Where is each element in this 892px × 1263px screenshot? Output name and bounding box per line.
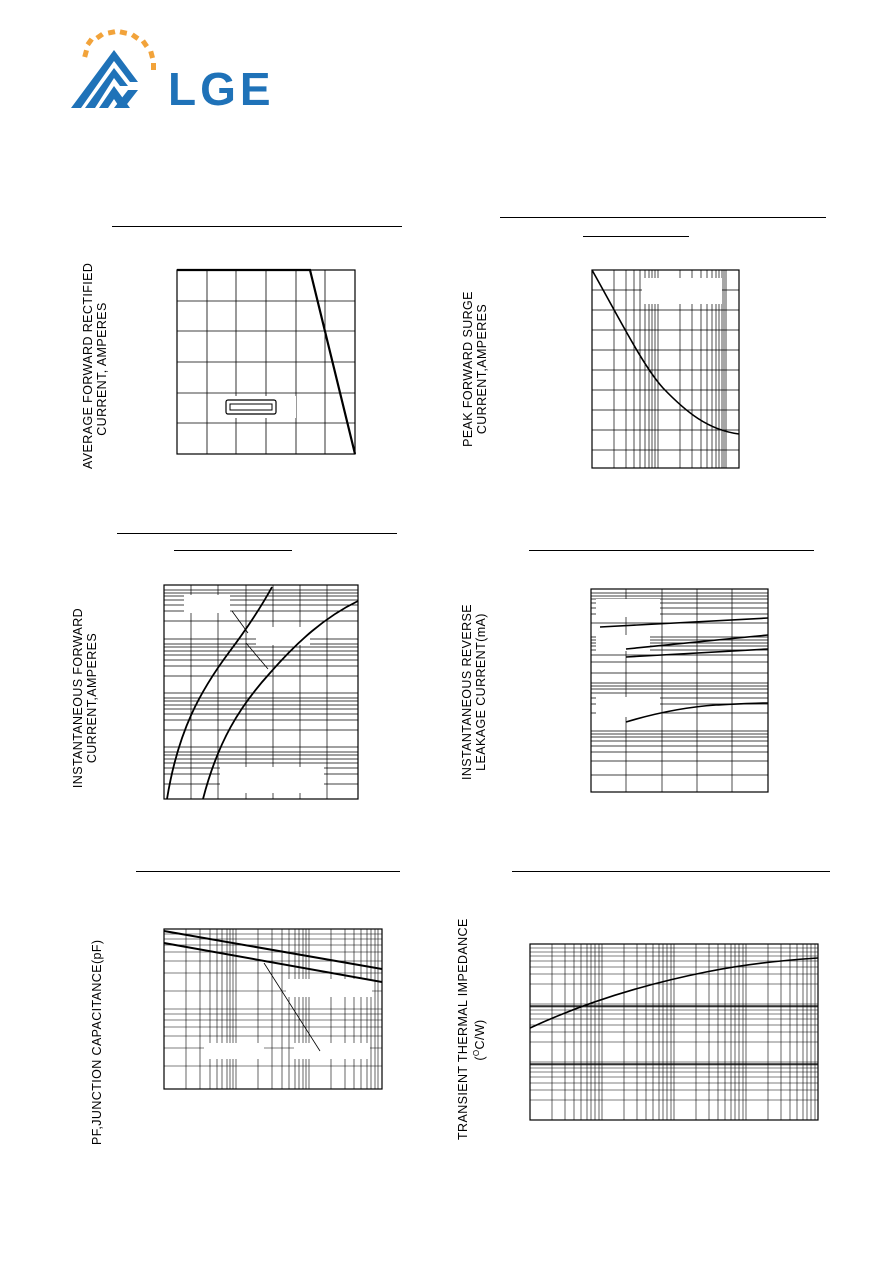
chart2-ylabel: PEAK FORWARD SURGE CURRENT,AMPERES [461, 291, 489, 447]
chart4-title-rule [529, 550, 814, 551]
chart2-subtitle-rule [583, 236, 689, 237]
chart6-plot [526, 940, 822, 1124]
chart6-title-rule [512, 871, 830, 872]
chart1-title-rule [112, 226, 402, 227]
chart3-subtitle-rule [174, 550, 292, 551]
chart5-title-rule [136, 871, 400, 872]
brand-logo-icon [68, 28, 168, 114]
chart3-ylabel: INSTANTANEOUS FORWARD CURRENT,AMPERES [71, 607, 99, 789]
chart1-package-icon [226, 400, 276, 414]
brand-name: LGE [168, 63, 275, 115]
chart1-ylabel: AVERAGE FORWARD RECTIFIED CURRENT, AMPERES [81, 262, 109, 469]
chart3-inset-top [184, 595, 230, 613]
chart2-plot [588, 266, 744, 472]
chart5-ylabel: PF,JUNCTION CAPACITANCE(pF) [90, 939, 104, 1145]
chart4-inset-mid [596, 635, 650, 651]
chart4-plot [586, 585, 772, 797]
chart5-callout [264, 963, 320, 1051]
chart1-plot [172, 266, 362, 458]
chart6-ylabel: TRANSIENT THERMAL IMPEDANCE ($^O$C/W) [456, 918, 488, 1140]
chart4-inset-bottom [596, 697, 660, 717]
chart4-inset-top [596, 599, 660, 617]
chart3-inset-bottom [220, 767, 324, 793]
chart1-grid [177, 270, 355, 454]
chart2-inset-box [642, 278, 722, 304]
chart3-title-rule [117, 533, 397, 534]
chart5-inset-right [286, 979, 372, 997]
brand-logo [68, 28, 168, 114]
chart5-inset-bottom-left [204, 1043, 264, 1059]
chart3-inset-mid [256, 627, 310, 645]
chart4-series-1 [600, 618, 768, 627]
chart3-plot [160, 581, 364, 803]
chart5-plot [160, 925, 386, 1093]
chart6-grid [530, 944, 818, 1120]
chart5-inset-bottom-right [294, 1043, 370, 1059]
chart2-title-rule [500, 217, 826, 218]
chart4-ylabel: INSTANTANEOUS REVERSE LEAKAGE CURRENT(mA) [460, 603, 488, 781]
chart5-grid [164, 929, 382, 1089]
